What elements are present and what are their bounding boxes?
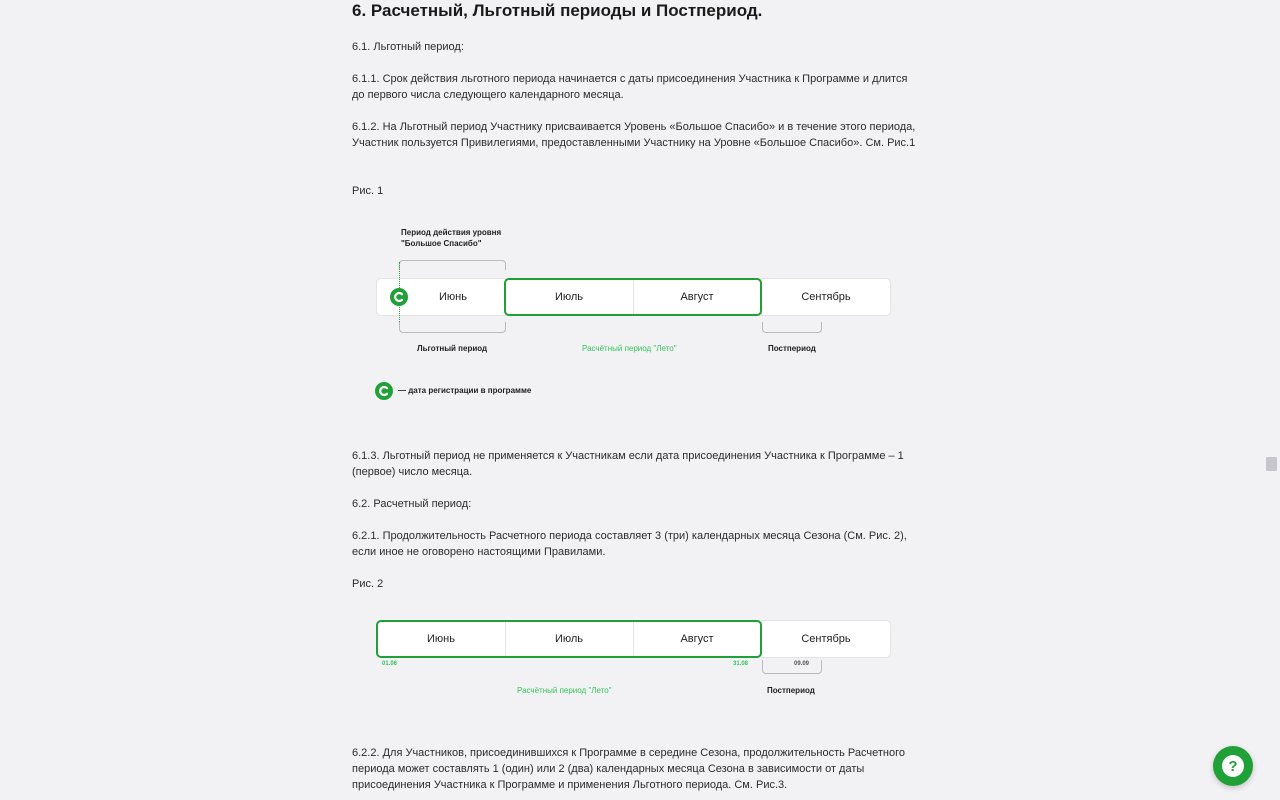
end-date-label: 31.08 [733, 661, 749, 667]
question-icon: ? [1222, 755, 1244, 777]
grace-bottom-bracket [399, 322, 506, 333]
post-period-label: Постпериод [768, 344, 816, 353]
paragraph-6-2: 6.2. Расчетный период: [352, 498, 472, 510]
post-bottom-bracket [762, 660, 822, 674]
calc-period-label: Расчётный период "Лето" [517, 686, 612, 695]
scrollbar-thumb[interactable] [1266, 457, 1277, 471]
month-august: Август [680, 291, 714, 303]
paragraph-6-2-1: 6.2.1. Продолжительность Расчетного периода составляет 3 (три) календарных месяца Сезона (См. Рис. 2), если иное не оговорено настоящими Правилами. [352, 530, 907, 558]
legend-text: — дата регистрации в программе [398, 386, 532, 395]
sber-logo-icon [390, 288, 408, 306]
section-title: 6. Расчетный, Льготный периоды и Постпериод. [352, 1, 763, 20]
paragraph-6-1: 6.1. Льготный период: [352, 41, 464, 53]
month-june: Июнь [439, 291, 467, 303]
figure-2-caption: Рис. 2 [352, 578, 384, 590]
month-september: Сентябрь [801, 633, 851, 645]
post-period-label: Постпериод [767, 686, 815, 695]
figure-1-caption: Рис. 1 [352, 185, 384, 197]
post-date-label: 09.09 [794, 661, 810, 667]
month-june: Июнь [427, 633, 455, 645]
help-button[interactable] [1213, 746, 1253, 786]
month-july: Июль [554, 291, 584, 303]
start-date-label: 01.06 [382, 661, 398, 667]
grace-top-bracket [399, 260, 506, 270]
grace-period-label: Льготный период [417, 344, 488, 353]
month-august: Август [680, 633, 714, 645]
level-period-label-line1: Период действия уровня [401, 228, 502, 237]
page-scrollbar[interactable] [1262, 0, 1280, 800]
calc-period-highlight [376, 620, 762, 658]
month-september: Сентябрь [801, 291, 851, 303]
paragraph-6-2-2: 6.2.2. Для Участников, присоединившихся к Программе в середине Сезона, продолжительность Расчетного периода может составлять 1 (один) или 2 (два) календарных месяца Сезона в зависимости от даты присоединения Участника к Программе и применения Льготного периода. См. Рис.3. [352, 747, 905, 791]
legend-sber-logo-icon [375, 382, 393, 400]
month-july: Июль [554, 633, 584, 645]
calc-period-highlight [504, 278, 762, 316]
calc-period-label: Расчётный период "Лето" [582, 344, 677, 353]
level-period-label-line2: "Большое Спасибо" [401, 239, 482, 248]
paragraph-6-1-3: 6.1.3. Льготный период не применяется к Участникам если дата присоединения Участника к Программе – 1 (первое) число месяца. [352, 450, 904, 478]
paragraph-6-1-1: 6.1.1. Срок действия льготного периода начинается с даты присоединения Участника к Программе и длится до первого числа следующего календарного месяца. [352, 73, 908, 101]
post-bottom-bracket [762, 322, 822, 333]
paragraph-6-1-2: 6.1.2. На Льготный период Участнику присваивается Уровень «Большое Спасибо» и в течение этого периода, Участник пользуется Привилегиями, предоставленными Участнику на Уровне «Большое Спасибо». См. Рис.1 [352, 121, 916, 149]
